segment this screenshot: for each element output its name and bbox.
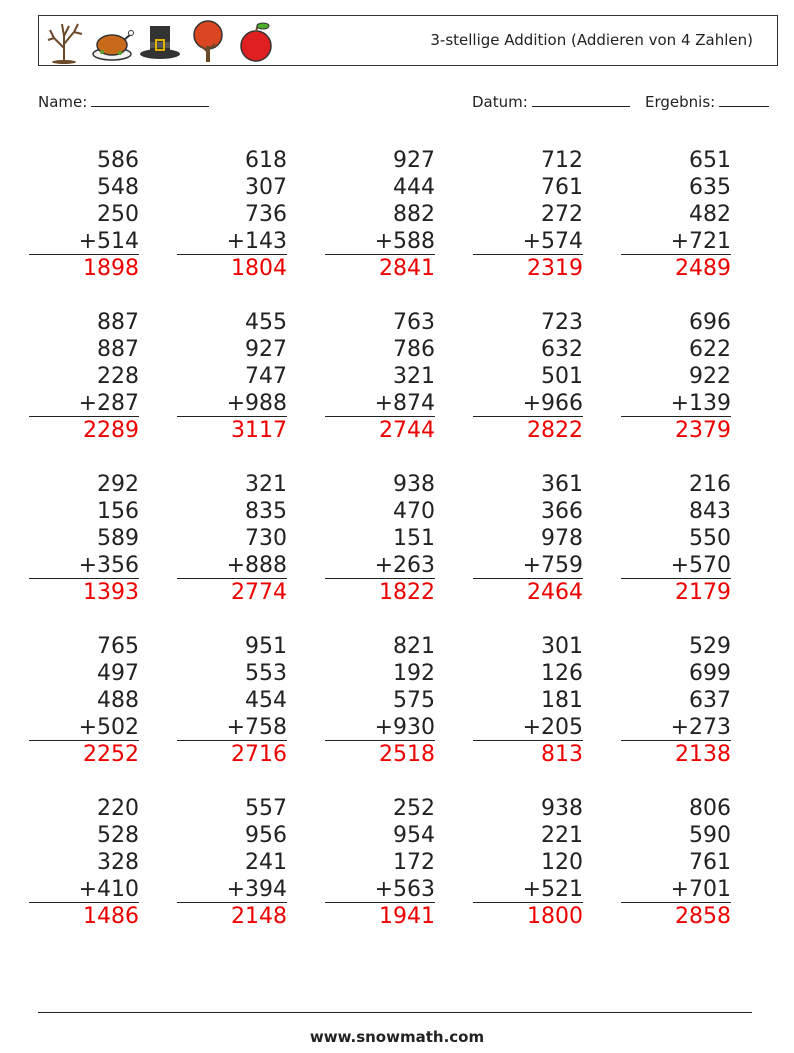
result-label: Ergebnis: xyxy=(645,93,716,111)
addition-problem xyxy=(177,147,287,282)
addend-1: 696 xyxy=(689,310,731,335)
addend-2: 497 xyxy=(97,661,139,686)
addition-problem xyxy=(29,471,139,606)
addend-2: 444 xyxy=(393,175,435,200)
addend-1: 938 xyxy=(393,472,435,497)
addend-4: +410 xyxy=(29,876,139,903)
addend-3: 922 xyxy=(689,364,731,389)
addition-problem xyxy=(29,309,139,444)
addend-2: 470 xyxy=(393,499,435,524)
addend-1: 557 xyxy=(245,796,287,821)
worksheet-header xyxy=(38,15,778,66)
addend-1: 765 xyxy=(97,634,139,659)
addend-2: 156 xyxy=(97,499,139,524)
addend-4: +205 xyxy=(473,714,583,741)
addend-4: +588 xyxy=(325,228,435,255)
answer: 2716 xyxy=(231,742,287,767)
addend-1: 712 xyxy=(541,148,583,173)
addition-problem xyxy=(621,471,731,606)
answer: 2518 xyxy=(379,742,435,767)
addend-1: 951 xyxy=(245,634,287,659)
addition-problem xyxy=(473,147,583,282)
addend-3: 882 xyxy=(393,202,435,227)
addend-4: +563 xyxy=(325,876,435,903)
addend-2: 192 xyxy=(393,661,435,686)
addend-2: 553 xyxy=(245,661,287,686)
answer: 1393 xyxy=(83,580,139,605)
addend-2: 307 xyxy=(245,175,287,200)
addend-4: +514 xyxy=(29,228,139,255)
addition-problem xyxy=(473,309,583,444)
addition-problem xyxy=(29,633,139,768)
addend-3: 488 xyxy=(97,688,139,713)
addend-2: 632 xyxy=(541,337,583,362)
addition-problem xyxy=(325,795,435,930)
addend-2: 835 xyxy=(245,499,287,524)
addend-3: 637 xyxy=(689,688,731,713)
addend-2: 956 xyxy=(245,823,287,848)
result-line[interactable] xyxy=(719,92,769,107)
addend-3: 736 xyxy=(245,202,287,227)
apple-icon xyxy=(234,18,278,64)
addition-problem xyxy=(621,147,731,282)
footer-divider xyxy=(38,1012,752,1013)
addition-problem xyxy=(177,309,287,444)
addend-2: 126 xyxy=(541,661,583,686)
addend-4: +287 xyxy=(29,390,139,417)
answer: 1822 xyxy=(379,580,435,605)
addend-4: +521 xyxy=(473,876,583,903)
addend-3: 120 xyxy=(541,850,583,875)
addend-4: +502 xyxy=(29,714,139,741)
answer: 2489 xyxy=(675,256,731,281)
addend-1: 529 xyxy=(689,634,731,659)
addition-problem xyxy=(621,795,731,930)
answer: 2148 xyxy=(231,904,287,929)
addend-2: 622 xyxy=(689,337,731,362)
addition-problem xyxy=(325,471,435,606)
addend-4: +574 xyxy=(473,228,583,255)
addend-4: +758 xyxy=(177,714,287,741)
footer-site: www.snowmath.com xyxy=(309,1028,485,1046)
answer: 2179 xyxy=(675,580,731,605)
answer: 1804 xyxy=(231,256,287,281)
addition-problem xyxy=(473,633,583,768)
name-line[interactable] xyxy=(91,92,209,107)
addend-4: +273 xyxy=(621,714,731,741)
addend-1: 455 xyxy=(245,310,287,335)
addition-problem xyxy=(325,147,435,282)
addend-3: 978 xyxy=(541,526,583,551)
answer: 2289 xyxy=(83,418,139,443)
addend-2: 927 xyxy=(245,337,287,362)
pilgrim-hat-icon xyxy=(138,18,182,64)
addend-1: 618 xyxy=(245,148,287,173)
answer: 2744 xyxy=(379,418,435,443)
roast-turkey-icon xyxy=(90,18,134,64)
date-line[interactable] xyxy=(532,92,630,107)
answer: 2252 xyxy=(83,742,139,767)
autumn-tree-icon xyxy=(186,18,230,64)
answer: 1898 xyxy=(83,256,139,281)
answer: 2841 xyxy=(379,256,435,281)
worksheet-title: 3-stellige Addition (Addieren von 4 Zahlen) xyxy=(430,31,753,49)
addend-4: +263 xyxy=(325,552,435,579)
answer: 2319 xyxy=(527,256,583,281)
addition-problem xyxy=(29,795,139,930)
answer: 2138 xyxy=(675,742,731,767)
result-field[interactable] xyxy=(645,92,769,111)
addend-3: 761 xyxy=(689,850,731,875)
addend-1: 301 xyxy=(541,634,583,659)
answer: 2379 xyxy=(675,418,731,443)
answer: 2774 xyxy=(231,580,287,605)
addend-1: 252 xyxy=(393,796,435,821)
addend-4: +966 xyxy=(473,390,583,417)
addend-4: +394 xyxy=(177,876,287,903)
addend-3: 730 xyxy=(245,526,287,551)
answer: 3117 xyxy=(231,418,287,443)
addend-3: 151 xyxy=(393,526,435,551)
addend-1: 220 xyxy=(97,796,139,821)
addition-problem xyxy=(177,633,287,768)
addend-1: 321 xyxy=(245,472,287,497)
addend-1: 938 xyxy=(541,796,583,821)
addend-4: +988 xyxy=(177,390,287,417)
addition-problem xyxy=(621,633,731,768)
addend-3: 181 xyxy=(541,688,583,713)
addition-problem xyxy=(473,795,583,930)
addend-3: 272 xyxy=(541,202,583,227)
name-label: Name: xyxy=(38,93,88,111)
addend-2: 590 xyxy=(689,823,731,848)
addend-1: 292 xyxy=(97,472,139,497)
date-field[interactable] xyxy=(472,92,630,111)
addition-problem xyxy=(177,795,287,930)
addition-problem xyxy=(473,471,583,606)
addend-4: +143 xyxy=(177,228,287,255)
addend-4: +759 xyxy=(473,552,583,579)
addend-1: 806 xyxy=(689,796,731,821)
addend-4: +721 xyxy=(621,228,731,255)
addend-2: 954 xyxy=(393,823,435,848)
addend-3: 228 xyxy=(97,364,139,389)
answer: 813 xyxy=(541,742,583,767)
addition-problem xyxy=(621,309,731,444)
addend-1: 887 xyxy=(97,310,139,335)
addend-1: 651 xyxy=(689,148,731,173)
addend-1: 586 xyxy=(97,148,139,173)
answer: 2464 xyxy=(527,580,583,605)
addend-1: 216 xyxy=(689,472,731,497)
addend-4: +356 xyxy=(29,552,139,579)
addend-1: 821 xyxy=(393,634,435,659)
answer: 1486 xyxy=(83,904,139,929)
answer: 2858 xyxy=(675,904,731,929)
addend-2: 887 xyxy=(97,337,139,362)
addition-problem xyxy=(325,309,435,444)
addend-4: +874 xyxy=(325,390,435,417)
date-label: Datum: xyxy=(472,93,528,111)
answer: 1800 xyxy=(527,904,583,929)
addition-problem xyxy=(325,633,435,768)
addend-3: 482 xyxy=(689,202,731,227)
addend-2: 528 xyxy=(97,823,139,848)
addend-4: +888 xyxy=(177,552,287,579)
header-icons xyxy=(42,18,278,64)
addend-1: 723 xyxy=(541,310,583,335)
addend-2: 699 xyxy=(689,661,731,686)
addend-2: 786 xyxy=(393,337,435,362)
addend-1: 763 xyxy=(393,310,435,335)
addend-4: +701 xyxy=(621,876,731,903)
addend-3: 172 xyxy=(393,850,435,875)
name-field[interactable] xyxy=(38,92,209,111)
addend-2: 548 xyxy=(97,175,139,200)
addend-3: 501 xyxy=(541,364,583,389)
addend-2: 635 xyxy=(689,175,731,200)
addend-4: +139 xyxy=(621,390,731,417)
addend-2: 843 xyxy=(689,499,731,524)
answer: 1941 xyxy=(379,904,435,929)
addend-1: 361 xyxy=(541,472,583,497)
addend-2: 366 xyxy=(541,499,583,524)
addend-3: 454 xyxy=(245,688,287,713)
addend-3: 328 xyxy=(97,850,139,875)
addend-3: 589 xyxy=(97,526,139,551)
addend-4: +930 xyxy=(325,714,435,741)
addend-3: 575 xyxy=(393,688,435,713)
addend-3: 747 xyxy=(245,364,287,389)
addend-1: 927 xyxy=(393,148,435,173)
addition-problem xyxy=(29,147,139,282)
addend-2: 761 xyxy=(541,175,583,200)
answer: 2822 xyxy=(527,418,583,443)
addend-3: 241 xyxy=(245,850,287,875)
addend-2: 221 xyxy=(541,823,583,848)
addend-3: 550 xyxy=(689,526,731,551)
addend-3: 321 xyxy=(393,364,435,389)
addend-3: 250 xyxy=(97,202,139,227)
addition-problem xyxy=(177,471,287,606)
bare-tree-icon xyxy=(42,18,86,64)
addend-4: +570 xyxy=(621,552,731,579)
